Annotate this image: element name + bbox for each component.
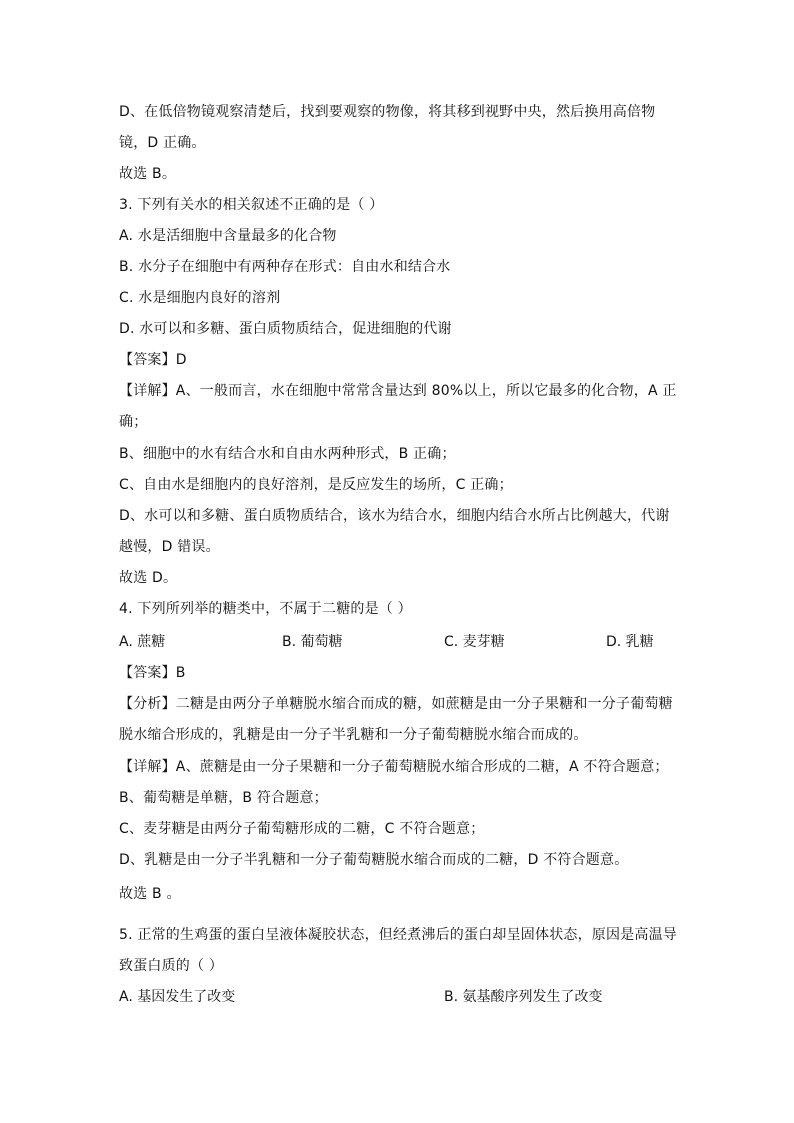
q5-question-line1: 5. 正常的生鸡蛋的蛋白呈液体凝胶状态，但经煮沸后的蛋白却呈固体状态，原因是高温导 — [119, 927, 678, 943]
q4-detail-d: D、乳糖是由一分子半乳糖和一分子葡萄糖脱水缩合而成的二糖，D 不符合题意。 — [119, 852, 629, 868]
q3-option-b: B. 水分子在细胞中有两种存在形式：自由水和结合水 — [119, 259, 451, 275]
q3-detail-line2: 确； — [119, 414, 148, 430]
q3-option-c: C. 水是细胞内良好的溶剂 — [119, 290, 281, 306]
q3-option-d: D. 水可以和多糖、蛋白质物质结合，促进细胞的代谢 — [119, 321, 452, 337]
q4-conclusion: 故选 B 。 — [119, 886, 181, 902]
q4-option-a: A. 蔗糖 — [119, 634, 166, 650]
q5-option-a: A. 基因发生了改变 — [119, 989, 236, 1005]
q5-question-line2: 致蛋白质的（ ） — [119, 958, 224, 974]
q3-answer: 【答案】D — [119, 352, 187, 368]
q4-detail-a: 【详解】A、蔗糖是由一分子果糖和一分子葡萄糖脱水缩合形成的二糖，A 不符合题意； — [119, 759, 669, 775]
q3-conclusion: 故选 D。 — [119, 570, 178, 586]
q3-detail-line1: 【详解】A、一般而言，水在细胞中常常含量达到 80%以上，所以它最多的化合物，A 正 — [119, 383, 677, 399]
q4-analysis-line1: 【分析】二糖是由两分子单糖脱水缩合而成的糖，如蔗糖是由一分子果糖和一分子葡萄糖 — [119, 696, 673, 712]
q2-option-d-explanation-line2: 镜，D 正确。 — [119, 135, 206, 151]
q4-option-c: C. 麦芽糖 — [444, 634, 505, 650]
q4-detail-b: B、葡萄糖是单糖，B 符合题意； — [119, 790, 328, 806]
q4-option-b: B. 葡萄糖 — [282, 634, 343, 650]
q4-answer: 【答案】B — [119, 665, 186, 681]
q4-question: 4. 下列所列举的糖类中，不属于二糖的是（ ） — [119, 601, 412, 617]
q3-question: 3. 下列有关水的相关叙述不正确的是（ ） — [119, 197, 384, 213]
q4-analysis-line2: 脱水缩合形成的，乳糖是由一分子半乳糖和一分子葡萄糖脱水缩合而成的。 — [119, 727, 588, 743]
q3-detail-d-line2: 越慢，D 错误。 — [119, 539, 220, 555]
q3-detail-d-line1: D、水可以和多糖、蛋白质物质结合，该水为结合水，细胞内结合水所占比例越大，代谢 — [119, 508, 670, 524]
q5-option-b: B. 氨基酸序列发生了改变 — [444, 989, 603, 1005]
q2-conclusion: 故选 B。 — [119, 166, 177, 182]
q4-option-d: D. 乳糖 — [606, 634, 654, 650]
q3-detail-c: C、自由水是细胞内的良好溶剂，是反应发生的场所，C 正确； — [119, 477, 513, 493]
q3-option-a: A. 水是活细胞中含量最多的化合物 — [119, 228, 337, 244]
q3-detail-b: B、细胞中的水有结合水和自由水两种形式，B 正确； — [119, 446, 456, 462]
q2-option-d-explanation-line1: D、在低倍物镜观察清楚后，找到要观察的物像，将其移到视野中央，然后换用高倍物 — [119, 104, 656, 120]
q4-detail-c: C、麦芽糖是由两分子葡萄糖形成的二糖，C 不符合题意； — [119, 821, 485, 837]
